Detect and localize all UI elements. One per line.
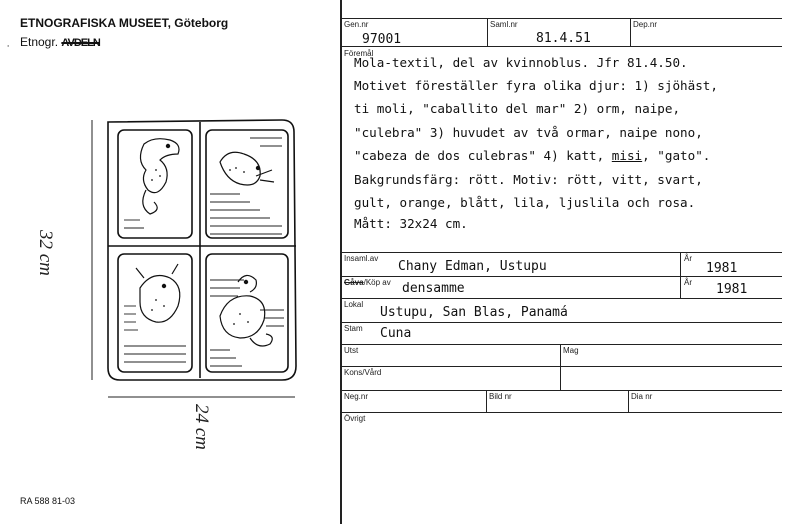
kop-av-label-text: Köp av [365, 278, 391, 287]
insamlad-ar-value: 1981 [706, 261, 738, 276]
dep-nr-label: Dep.nr [633, 20, 658, 29]
museum-name: ETNOGRAFISKA MUSEET, Göteborg [20, 16, 229, 30]
neg-nr-label: Neg.nr [344, 392, 369, 401]
cat-motif [220, 275, 272, 346]
gen-nr-value: 97001 [362, 32, 402, 47]
kons-vard-label: Kons/Vård [344, 368, 382, 377]
kop-ar-label: År [684, 278, 692, 287]
insamlad-ar-label: År [684, 254, 692, 263]
foremal-line-5-tail: , "gato". [642, 148, 711, 163]
foremal-line-2: Motivet föreställer fyra olika djur: 1) sjöhäst, [354, 78, 718, 93]
bild-nr-label: Bild nr [489, 392, 512, 401]
mag-label: Mag [563, 346, 579, 355]
kop-ar-value: 1981 [716, 282, 748, 297]
etnogr-struck-stamp: AVDELN [61, 37, 100, 49]
stam-value: Cuna [380, 326, 412, 341]
etnogr-line [20, 35, 100, 49]
two-snake-heads-motif [136, 264, 180, 322]
height-dimension-label: 32 cm [35, 230, 56, 276]
foremal-line-8: Mått: 32x24 cm. [354, 216, 468, 231]
utst-label: Utst [344, 346, 359, 355]
foremal-line-6: Bakgrundsfärg: rött. Motiv: rött, vitt, svart, [354, 172, 703, 187]
snake-motif [220, 152, 274, 185]
dia-nr-label: Dia nr [631, 392, 653, 401]
lokal-value: Ustupu, San Blas, Panamá [380, 305, 568, 320]
saml-nr-label: Saml.nr [490, 20, 518, 29]
foremal-line-5 [354, 148, 710, 163]
textile-outline [108, 120, 296, 380]
foremal-line-3: ti moli, "caballito del mar" 2) orm, naipe, [354, 101, 681, 116]
gava-struck-label: Gåva [344, 278, 364, 287]
foremal-line-1: Mola-textil, del av kvinnoblus. Jfr 81.4.50. [354, 55, 688, 70]
width-dimension-label: 24 cm [191, 404, 212, 450]
insamlad-av-label: Insaml.av [344, 254, 379, 263]
gen-nr-label: Gen.nr [344, 20, 369, 29]
saml-nr-value: 81.4.51 [536, 31, 591, 46]
foremal-underlined-word: misi [611, 148, 643, 163]
form-code: RA 588 81-03 [20, 496, 76, 506]
ovrigt-label: Övrigt [344, 414, 366, 423]
kop-av-value: densamme [402, 281, 465, 296]
foremal-line-4: "culebra" 3) huvudet av två ormar, naipe nono, [354, 125, 703, 140]
foremal-label: Föremål [344, 49, 374, 58]
foremal-line-5-head: "cabeza de dos culebras" 4) katt, [354, 148, 612, 163]
kop-av-label: Gåva/Köp av [344, 278, 391, 287]
etnogr-label: Etnogr. [20, 35, 59, 49]
margin-mark: ' [6, 44, 11, 52]
insamlad-av-value: Chany Edman, Ustupu [398, 259, 547, 274]
lokal-label: Lokal [344, 300, 364, 309]
stam-label: Stam [344, 324, 363, 333]
foremal-line-7: gult, orange, blått, lila, ljuslila och rosa. [354, 195, 696, 210]
